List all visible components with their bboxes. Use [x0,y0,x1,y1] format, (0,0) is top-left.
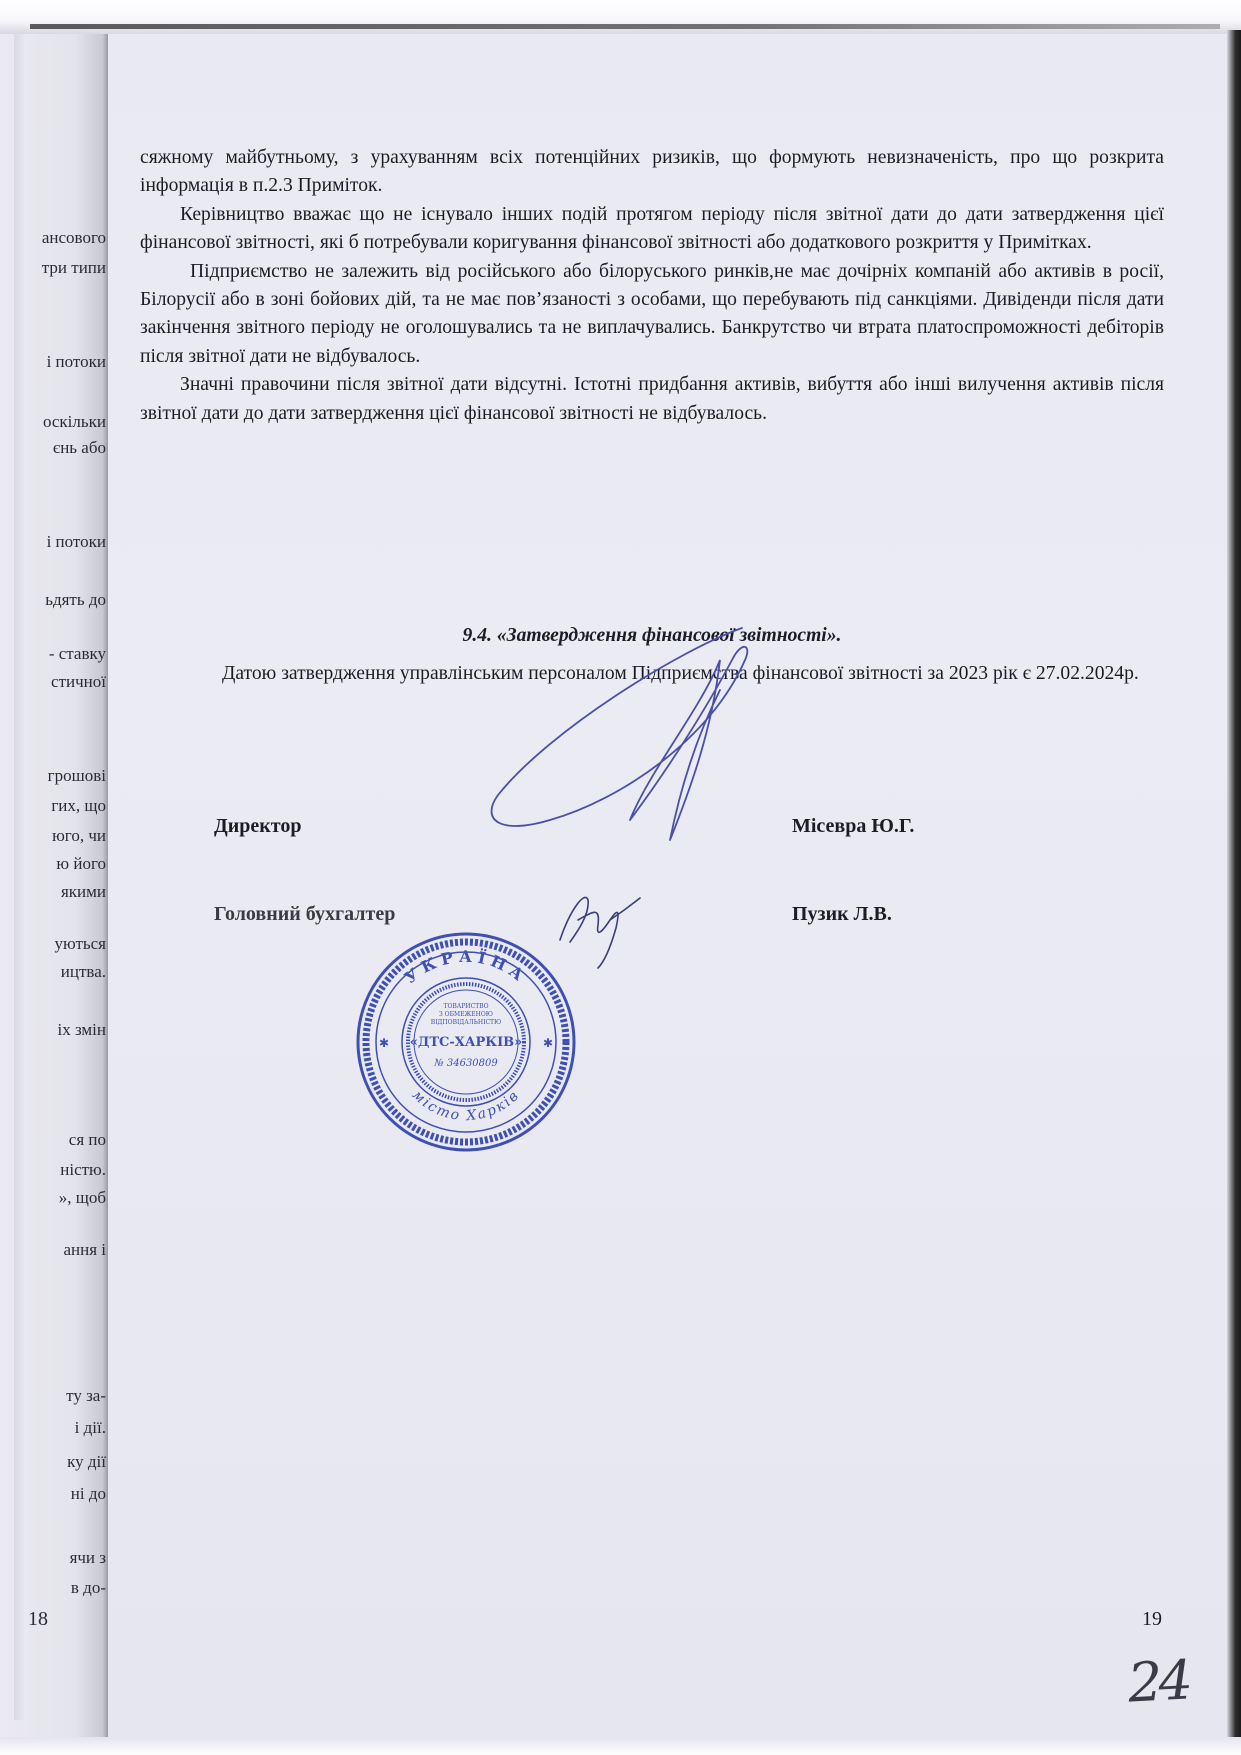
left-page-fragment: і потоки [46,352,106,371]
paragraph: сяжному майбутньому, з урахуванням всіх потенційних ризиків, що формують невизначеність, про що розкрита інформація в п.2.3 Приміток. [140,147,1164,197]
stamp-org-line: ВІДПОВІДАЛЬНІСТЮ [430,1019,502,1026]
page-number: 19 [1142,1608,1162,1630]
left-page-fragment: єнь або [52,438,106,457]
left-page-fragment: ансового [41,228,106,247]
top-edge-line [30,24,1220,29]
left-page-fragment: стичної [51,672,106,691]
left-page-fragment: ання і [63,1240,106,1259]
left-page-fragment: в до- [70,1578,106,1597]
left-page-fragment: три типи [41,258,106,277]
left-page-fragment: - ставку [48,644,106,663]
left-page-fragment: ю його [56,854,106,873]
stamp-country: УКРАЇНА [400,946,532,988]
company-stamp [354,930,578,1154]
director-role: Директор [214,815,302,837]
left-page-fragment: якими [60,882,106,901]
left-page-fragment: грошові [47,766,106,785]
right-edge-shadow [1227,30,1241,1755]
stamp-org-line: ТОВАРИСТВО [443,1003,489,1010]
left-page-fragment: ні до [70,1484,106,1503]
director-signature [480,620,810,850]
left-page-fragment: ьдять до [45,590,106,609]
director-name: Місевра Ю.Г. [792,815,915,837]
left-page-fragment: оскільки [42,412,106,431]
bottom-margin [0,1737,1241,1755]
left-page-number: 18 [28,1608,48,1630]
binding-shadow [14,30,24,1720]
paragraph: Підприємство не залежить від російського або білоруського ринків,не має дочірніх компаній або активів в росії, Білорусії або в зоні бойових дій, та не має пов’язаності з особами, що перебувають під санкціями. Дивіденди після дати закінчення звітного періоду не оголошувались та не виплачувались. Банкрутство чи втрата платоспроможності дебіторів після звітної дати не відбувалось. [140,260,1164,367]
paragraph: Значні правочини після звітної дати відсутні. Істотні придбання активів, вибуття або інші вилучення активів після звітної дати до дати затвердження цієї фінансової звітності не відбувалось. [140,374,1164,424]
left-page-fragment: ицтва. [60,962,106,981]
approval-statement: Датою затвердження управлінським персоналом Підприємства фінансової звітності за 2023 рік є 27.02.2024р. [222,663,1139,684]
star-icon: ✱ [542,1036,554,1050]
left-page-fragment: уються [54,934,106,953]
left-page-fragment: гих, що [51,796,106,815]
stamp-org-line: З ОБМЕЖЕНОЮ [439,1011,493,1018]
stamp-company: «ДТС-ХАРКІВ» [409,1035,523,1050]
left-page-fragment: ту за- [66,1386,106,1405]
accountant-role: Головний бухгалтер [214,903,396,925]
left-page-fragment: ністю. [60,1160,106,1179]
stamp-city: місто Харків [408,1086,524,1125]
left-page-fragment: ячи з [69,1548,106,1567]
left-page-fragment: ку дії [67,1452,106,1471]
section-heading: 9.4. «Затвердження фінансової звітності». [462,625,842,646]
handwritten-page-number: 24 [1126,1648,1191,1715]
star-icon: ✱ [378,1036,390,1050]
left-page-fragment: ся по [68,1130,106,1149]
left-page-fragment: юго, чи [52,826,106,845]
paragraph: Керівництво вважає що не існувало інших подій протягом періоду після звітної дати до дати затвердження цієї фінансової звітності, які б потребували коригування фінансової звітності або додаткового розкриття у Примітках. [140,203,1164,254]
accountant-name: Пузик Л.В. [792,903,892,925]
stamp-code: № 34630809 [434,1058,498,1069]
left-page-fragment: іх змін [57,1020,106,1039]
left-page-fragment: », щоб [58,1188,106,1207]
left-page-fragment: і дії. [74,1418,106,1437]
left-page-fragment: і потоки [46,532,106,551]
body-text [140,144,1164,428]
